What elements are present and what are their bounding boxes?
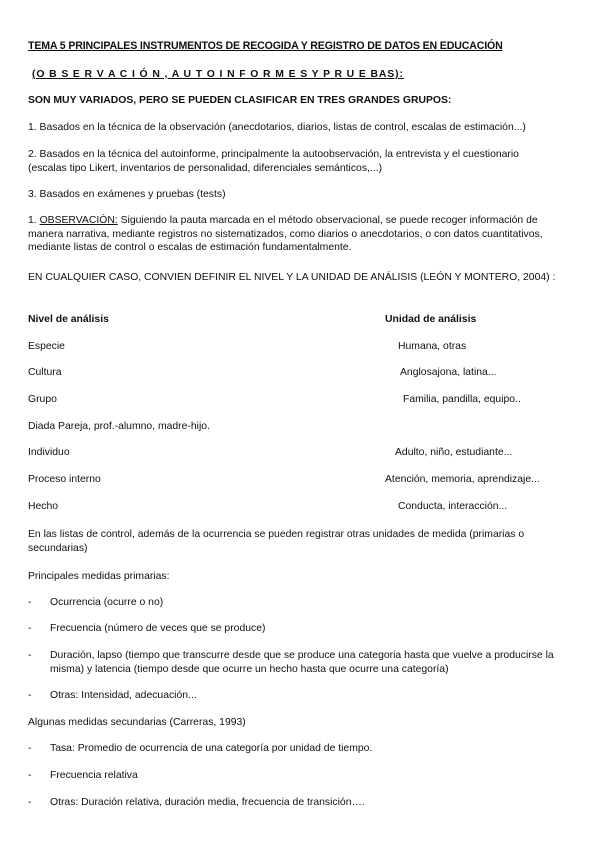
list-item-text: Otras: Duración relativa, duración media, frecuencia de transición…. — [50, 797, 365, 808]
list-item — [28, 796, 560, 810]
group-item-1: 1. Basados en la técnica de la observación (anecdotarios, diarios, listas de control, escalas de estimación...) — [28, 122, 526, 133]
list-item-text: Tasa: Promedio de ocurrencia de una categoría por unidad de tiempo. — [50, 743, 373, 754]
table-row — [28, 340, 568, 354]
observation-number: 1. — [28, 215, 40, 226]
analysis-intro: EN CUALQUIER CASO, CONVIEN DEFINIR EL NIVEL Y LA UNIDAD DE ANÁLISIS (LEÓN Y MONTERO, 2004) : — [28, 272, 556, 283]
observation-text: Siguiendo la pauta marcada en el método observacional, se puede recoger información de manera narrativa, mediante registros no sistematizados, como diarios o anecdotarios, o con datos cuantitativos, mediante listas de control o escalas de estimación fundamentalmente. — [28, 215, 543, 253]
list-item — [28, 622, 560, 636]
list-item — [28, 742, 560, 756]
unit-cell: Familia, pandilla, equipo.. — [403, 394, 521, 405]
unit-cell: Anglosajona, latina... — [400, 367, 497, 378]
level-cell: Cultura — [28, 367, 62, 378]
list-dash: - — [28, 770, 32, 781]
group-item-3: 3. Basados en exámenes y pruebas (tests) — [28, 189, 226, 200]
list-dash: - — [28, 797, 32, 808]
list-item — [28, 649, 560, 676]
unit-cell: Atención, memoria, aprendizaje... — [385, 474, 540, 485]
table-row — [28, 473, 568, 487]
intro-heading: SON MUY VARIADOS, PERO SE PUEDEN CLASIFICAR EN TRES GRANDES GRUPOS: — [28, 95, 452, 106]
header-unit: Unidad de análisis — [385, 314, 477, 325]
list-item-text: Duración, lapso (tiempo que transcurre desde que se produce una categoria hasta que vuelve a producirse la misma) y latencia (tiempo desde que ocurre un hecho hasta que ocurre una categoría) — [50, 650, 554, 675]
list-item — [28, 769, 560, 783]
list-dash: - — [28, 597, 32, 608]
table-row — [28, 446, 568, 460]
observation-paragraph — [28, 214, 560, 255]
list-item-text: Frecuencia (número de veces que se produce) — [50, 623, 266, 634]
table-row — [28, 366, 568, 380]
table-row — [28, 420, 568, 434]
level-cell: Hecho — [28, 501, 59, 512]
analysis-table-header — [28, 313, 568, 327]
level-cell: Grupo — [28, 394, 57, 405]
list-item-text: Ocurrencia (ocurre o no) — [50, 597, 164, 608]
document-subtitle: (O B S E R V A C I Ó N , A U T O I N F O R M E S Y P R U E BAS): — [32, 69, 404, 80]
observation-label: OBSERVACIÓN: — [39, 215, 118, 226]
unit-cell: Conducta, interacción... — [398, 501, 508, 512]
level-cell: Proceso interno — [28, 474, 101, 485]
list-item — [28, 689, 560, 703]
unit-cell: Humana, otras — [398, 341, 467, 352]
header-level: Nivel de análisis — [28, 314, 109, 325]
control-lists-paragraph: En las listas de control, además de la ocurrencia se pueden registrar otras unidades de medida (primarias o secundarias) — [28, 529, 525, 554]
list-item-text: Frecuencia relativa — [50, 770, 138, 781]
list-dash: - — [28, 623, 32, 634]
secondary-measures-heading: Algunas medidas secundarias (Carreras, 1993) — [28, 717, 246, 728]
list-dash: - — [28, 743, 32, 754]
list-dash: - — [28, 690, 32, 701]
level-cell: Individuo — [28, 447, 70, 458]
group-item-2: 2. Basados en la técnica del autoinforme, principalmente la autoobservación, la entrevista y el cuestionario (escalas tipo Likert, inventarios de personalidad, diferenciales semánticos,...) — [28, 149, 519, 174]
list-item — [28, 596, 560, 610]
list-dash: - — [28, 650, 32, 661]
list-item-text: Otras: Intensidad, adecuación... — [50, 690, 197, 701]
primary-measures-heading: Principales medidas primarias: — [28, 571, 170, 582]
table-row — [28, 500, 568, 514]
level-cell: Diada Pareja, prof.-alumno, madre-hijo. — [28, 421, 210, 432]
level-cell: Especie — [28, 341, 65, 352]
document-title: TEMA 5 PRINCIPALES INSTRUMENTOS DE RECOGIDA Y REGISTRO DE DATOS EN EDUCACIÓN — [28, 40, 503, 52]
unit-cell: Adulto, niño, estudiante... — [395, 447, 513, 458]
table-row — [28, 393, 568, 407]
